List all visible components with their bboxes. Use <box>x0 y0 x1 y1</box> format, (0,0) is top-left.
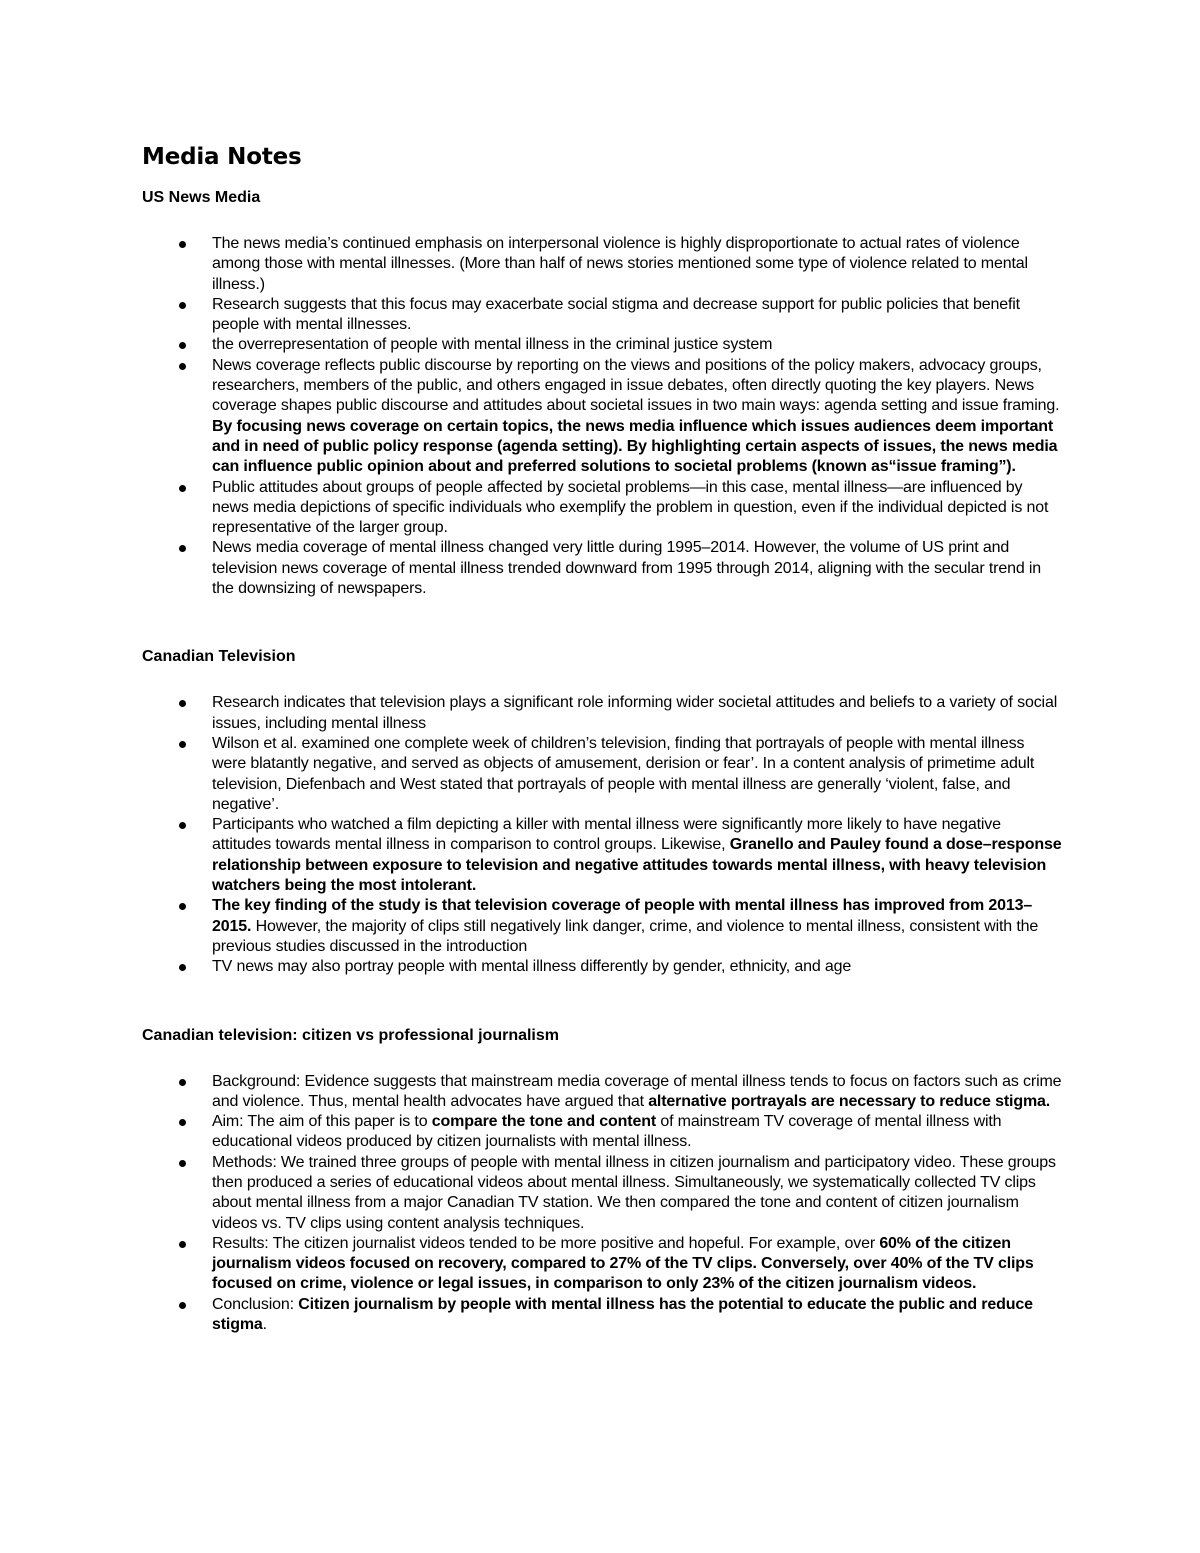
list-item-bold-text: 60% of the citizen journalism videos focused on recovery, compared to 27% of the TV clips. Conversely, over 40% of the TV clips focused on crime, violence or legal issues, in comparison to only 23% of the citizen journalism videos. <box>212 1234 1034 1293</box>
list-item-text: Research suggests that this focus may exacerbate social stigma and decrease support for public policies that benefit people with mental illnesses. <box>212 295 1020 334</box>
list-item-bold-text: Granello and Pauley found a dose–response relationship between exposure to television and negative attitudes towards mental illness, with heavy television watchers being the most intolerant. <box>212 836 1062 895</box>
list-item <box>142 896 1062 957</box>
list-item <box>142 957 1062 977</box>
list-item-text: Participants who watched a film depicting a killer with mental illness were significantly more likely to have negative attitudes towards mental illness in comparison to control groups. Likewise, <box>212 816 1001 854</box>
list-item <box>142 1112 1062 1153</box>
list-item-text: Wilson et al. examined one complete week of children’s television, finding that portrayals of people with mental illness were blatantly negative, and served as objects of amusement, derision or fear’. In a content analysis of primetime adult television, Diefenbach and West stated that portrayals of people with mental illness are generally ‘violent, false, and negative’. <box>212 734 1035 813</box>
bullet-icon <box>179 1119 186 1126</box>
list-item-text: News media coverage of mental illness changed very little during 1995–2014. However, the volume of US print and television news coverage of mental illness trended downward from 1995 through 2014, aligning with the secular trend in the downsizing of newspapers. <box>212 539 1042 598</box>
list-item <box>142 335 1062 355</box>
list-item <box>142 815 1062 896</box>
bullet-icon <box>179 700 186 707</box>
list-item-text: Methods: We trained three groups of people with mental illness in citizen journalism and participatory video. These groups then produced a series of educational videos about mental illness. Simultaneously, we systematically collected TV clips about mental illness from a major Canadian TV station. We then compared the tone and content of citizen journalism videos vs. TV clips using content analysis techniques. <box>212 1153 1056 1232</box>
list-item-text: Results: The citizen journalist videos tended to be more positive and hopeful. For example, over <box>212 1234 880 1252</box>
bullet-list-canadian-television <box>142 693 1062 977</box>
list-item <box>142 234 1062 295</box>
bullet-icon <box>179 1160 186 1167</box>
list-item-text: The news media’s continued emphasis on interpersonal violence is highly disproportionate to actual rates of violence among those with mental illnesses. (More than half of news stories mentioned some type of violence related to mental illness.) <box>212 235 1028 293</box>
section-heading-citizen-vs-professional: Canadian television: citizen vs professional journalism <box>142 1026 559 1044</box>
list-item <box>142 295 1062 336</box>
bullet-list-citizen-vs-professional <box>142 1072 1062 1336</box>
document-page <box>142 140 1062 1335</box>
bullet-icon <box>179 1302 186 1309</box>
bullet-icon <box>179 302 186 309</box>
list-item-text: Background: Evidence suggests that mainstream media coverage of mental illness tends to focus on factors such as crime and violence. Thus, mental health advocates have argued that <box>212 1072 1062 1110</box>
list-item-bold-text: Citizen journalism by people with mental illness has the potential to educate the public and reduce stigma <box>212 1295 1033 1334</box>
bullet-icon <box>179 822 186 829</box>
bullet-list-us-news-media <box>142 234 1062 599</box>
list-item-bold-text: alternative portrayals are necessary to reduce stigma. <box>648 1092 1051 1110</box>
list-item <box>142 1153 1062 1234</box>
section-heading-canadian-television: Canadian Television <box>142 648 296 666</box>
bullet-icon <box>179 241 186 248</box>
list-item-text: News coverage reflects public discourse by reporting on the views and positions of the policy makers, advocacy groups, researchers, members of the public, and others engaged in issue debates, often directly quoting the key players. News coverage shapes public discourse and attitudes about societal issues in two main ways: agenda setting and issue framing. <box>212 356 1060 415</box>
list-item <box>142 478 1062 539</box>
list-item <box>142 1072 1062 1113</box>
list-item <box>142 734 1062 815</box>
bullet-icon <box>179 1079 186 1086</box>
list-item-text: Research indicates that television plays a significant role informing wider societal attitudes and beliefs to a variety of social issues, including mental illness <box>212 694 1058 732</box>
bullet-icon <box>179 485 186 492</box>
bullet-icon <box>179 545 186 552</box>
bullet-icon <box>179 741 186 748</box>
bullet-icon <box>179 964 186 971</box>
list-item-text: . <box>262 1316 267 1334</box>
section-heading-us-news-media: US News Media <box>142 189 261 206</box>
list-item <box>142 356 1062 478</box>
list-item-text: Aim: The aim of this paper is to <box>212 1113 432 1131</box>
document-title: Media Notes <box>142 144 302 170</box>
list-item-text: TV news may also portray people with mental illness differently by gender, ethnicity, and age <box>212 958 852 976</box>
list-item-text: the overrepresentation of people with mental illness in the criminal justice system <box>212 336 773 354</box>
list-item-text: However, the majority of clips still negatively link danger, crime, and violence to mental illness, consistent with the previous studies discussed in the introduction <box>212 917 1039 955</box>
bullet-icon <box>179 342 186 349</box>
list-item <box>142 693 1062 734</box>
list-item-text: Public attitudes about groups of people affected by societal problems—in this case, mental illness—are influenced by news media depictions of specific individuals who exemplify the problem in question, even if the individual depicted is not representative of the larger group. <box>212 478 1049 537</box>
list-item-bold-text: compare the tone and content <box>431 1113 657 1131</box>
list-item <box>142 1234 1062 1295</box>
list-item <box>142 1295 1062 1336</box>
list-item <box>142 538 1062 599</box>
bullet-icon <box>179 903 186 910</box>
list-item-text: of mainstream TV coverage of mental illness with educational videos produced by citizen journalists with mental illness. <box>212 1113 1002 1151</box>
list-item-text: Conclusion: <box>212 1295 299 1313</box>
list-item-bold-text: By focusing news coverage on certain topics, the news media influence which issues audiences deem important and in need of public policy response (agenda setting). By highlighting certain aspects of issues, the news media can influence public opinion about and preferred solutions to societal problems (known as“issue framing”). <box>212 417 1058 476</box>
bullet-icon <box>179 363 186 370</box>
bullet-icon <box>179 1241 186 1248</box>
list-item-bold-text: The key finding of the study is that television coverage of people with mental illness has improved from 2013–2015. <box>212 897 1033 935</box>
